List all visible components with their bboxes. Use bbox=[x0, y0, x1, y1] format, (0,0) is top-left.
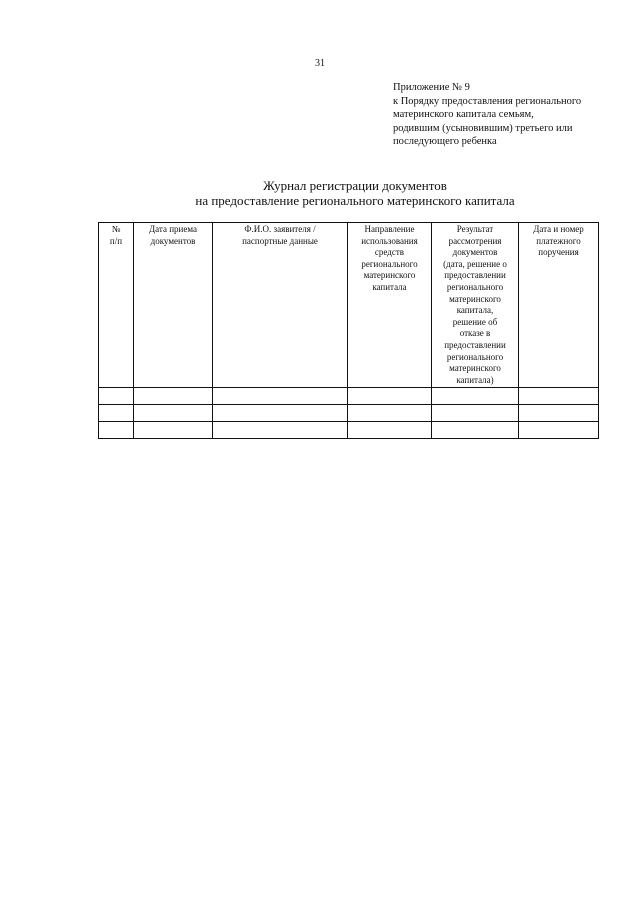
table-cell bbox=[213, 388, 348, 405]
column-header-payment-order: Дата и номер платежного поручения bbox=[519, 223, 599, 388]
appendix-line: родившим (усыновившим) третьего или bbox=[393, 122, 573, 134]
table-cell bbox=[134, 405, 213, 422]
appendix-line: материнского капитала семьям, bbox=[393, 109, 534, 120]
table-cell bbox=[519, 422, 599, 439]
table-cell bbox=[99, 388, 134, 405]
table-header-row bbox=[99, 223, 599, 388]
column-header-receipt-date: Дата приема документов bbox=[134, 223, 213, 388]
table-cell bbox=[134, 388, 213, 405]
table-cell bbox=[348, 422, 432, 439]
appendix-note bbox=[393, 81, 633, 149]
column-header-usage-direction: Направление использования средств регионального материнского капитала bbox=[348, 223, 432, 388]
table-cell bbox=[213, 405, 348, 422]
document-title bbox=[0, 178, 640, 208]
table-cell bbox=[134, 422, 213, 439]
registration-journal-table bbox=[98, 222, 599, 439]
page-number: 31 bbox=[315, 58, 325, 69]
table-cell bbox=[99, 422, 134, 439]
table-row bbox=[99, 388, 599, 405]
appendix-line: к Порядку предоставления регионального bbox=[393, 95, 582, 107]
title-line-1: Журнал регистрации документов bbox=[263, 178, 447, 193]
table-cell bbox=[213, 422, 348, 439]
title-line-2: на предоставление регионального материнского капитала bbox=[195, 193, 515, 208]
column-header-number: № п/п bbox=[99, 223, 134, 388]
table-cell bbox=[348, 405, 432, 422]
table-row bbox=[99, 422, 599, 439]
table-cell bbox=[348, 388, 432, 405]
appendix-line: Приложение № 9 bbox=[393, 82, 470, 93]
table-cell bbox=[519, 388, 599, 405]
column-header-review-result: Результат рассмотрения документов (дата, решение о предоставлении регионального материнского капитала, решение об отказе в предоставлении регионального материнского капитала) bbox=[432, 223, 519, 388]
table-cell bbox=[432, 422, 519, 439]
table-cell bbox=[519, 405, 599, 422]
appendix-line: последующего ребенка bbox=[393, 136, 497, 147]
table-row bbox=[99, 405, 599, 422]
table-cell bbox=[432, 388, 519, 405]
table-cell bbox=[99, 405, 134, 422]
column-header-applicant: Ф.И.О. заявителя / паспортные данные bbox=[213, 223, 348, 388]
table-body bbox=[99, 388, 599, 439]
table-cell bbox=[432, 405, 519, 422]
